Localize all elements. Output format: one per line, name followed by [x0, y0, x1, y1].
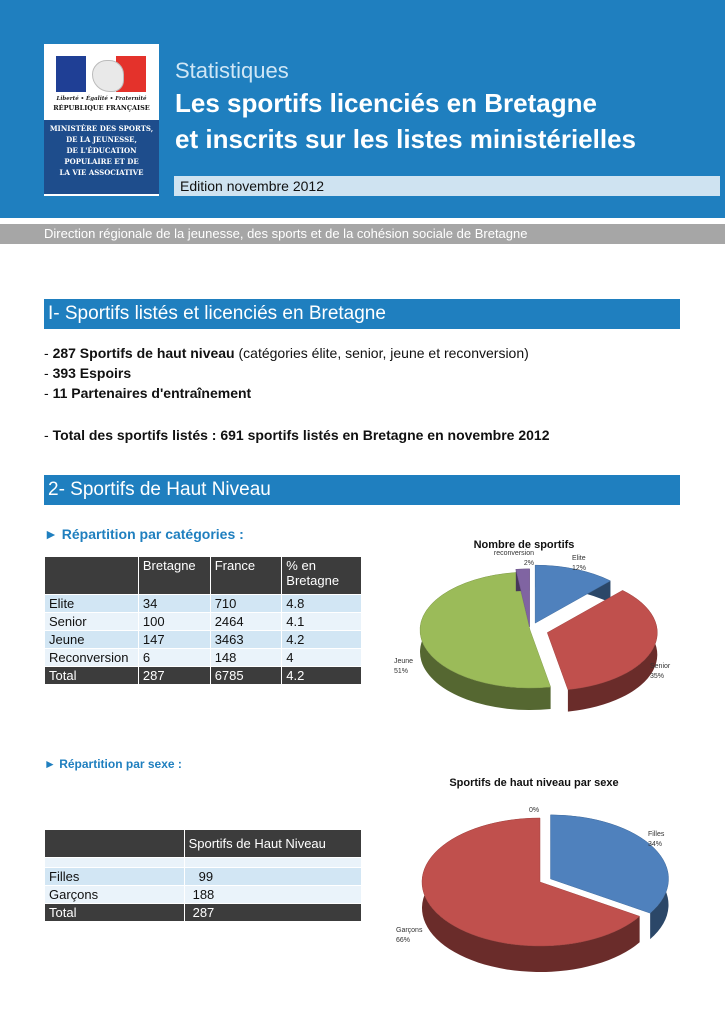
pie-slice-label: Senior [650, 663, 671, 670]
table-cell: 710 [210, 595, 282, 613]
table-cell: 100 [138, 613, 210, 631]
pie-slice-label: Filles [648, 831, 665, 838]
table-row [45, 613, 362, 631]
table-cell: Garçons [45, 886, 185, 904]
table-header-cell: Sportifs de Haut Niveau [184, 830, 361, 858]
logo-ministry-line: DE L'ÉDUCATION [66, 146, 137, 155]
header-banner [0, 0, 725, 218]
pie-slice-value: 0% [528, 807, 540, 814]
table-cell: 34 [138, 595, 210, 613]
table-total-row [45, 904, 362, 922]
pie-slice [420, 572, 551, 710]
list-item-bold: Total des sportifs listés : 691 sportifs listés en Bretagne en novembre 2012 [52, 427, 550, 443]
pie-chart-title: Sportifs de haut niveau par sexe [449, 777, 619, 789]
table-cell: 4 [282, 649, 362, 667]
logo-republic: RÉPUBLIQUE FRANÇAISE [53, 104, 150, 112]
table-cell: Reconversion [45, 649, 139, 667]
table-row [45, 649, 362, 667]
table-header-cell: % en Bretagne [282, 557, 362, 595]
pie-slice-value: 2% [523, 560, 534, 567]
table-row [45, 868, 362, 886]
list-item-bold: 393 Espoirs [52, 365, 132, 381]
categories-pie-chart [382, 530, 682, 720]
table-cell: 4.2 [282, 631, 362, 649]
list-item: - 393 Espoirs [44, 365, 132, 381]
table-header-row [45, 557, 362, 595]
pie-slice-value: 35% [650, 673, 665, 680]
list-item: - 287 Sportifs de haut niveau (catégories élite, senior, jeune et reconversion) [44, 345, 529, 361]
table-header-cell: Bretagne [138, 557, 210, 595]
page-title-line2: et inscrits sur les listes ministérielles [175, 124, 637, 154]
table-cell: 287 [184, 904, 361, 922]
table-cell: 6 [138, 649, 210, 667]
table-row [45, 858, 362, 868]
table-cell: 2464 [210, 613, 282, 631]
table-cell: Total [45, 904, 185, 922]
sex-table [44, 829, 362, 922]
logo-motto: Liberté • Égalité • Fraternité [56, 96, 147, 102]
categories-table [44, 556, 362, 685]
pie-slice-value: 12% [572, 565, 587, 572]
list-item-bold: 11 Partenaires d'entraînement [52, 385, 252, 401]
pie-slice-value: 51% [394, 668, 409, 675]
pie-slice-label: Elite [572, 555, 586, 562]
table-header-cell [45, 830, 185, 858]
ministry-logo [44, 44, 159, 196]
pie-slice-value: 34% [648, 841, 663, 848]
logo-ministry-line: LA VIE ASSOCIATIVE [59, 168, 144, 177]
table-header-row [45, 830, 362, 858]
table-cell: 287 [138, 667, 210, 685]
list-item-bold: 287 Sportifs de haut niveau [52, 345, 235, 361]
edition-label: Edition novembre 2012 [174, 176, 720, 196]
table-cell: 188 [184, 886, 361, 904]
table-row [45, 595, 362, 613]
table-cell: 6785 [210, 667, 282, 685]
pie-chart-title: Nombre de sportifs [473, 539, 575, 551]
table-cell: Jeune [45, 631, 139, 649]
logo-ministry-line: POPULAIRE ET DE [64, 157, 139, 166]
table-cell: 3463 [210, 631, 282, 649]
section1-title: I- Sportifs listés et licenciés en Bretagne [44, 299, 680, 329]
pie-slice-label: reconversion [493, 550, 534, 557]
table-cell: Senior [45, 613, 139, 631]
table-cell: 4.1 [282, 613, 362, 631]
table-cell: 4.2 [282, 667, 362, 685]
table-cell: 99 [184, 868, 361, 886]
page-kicker: Statistiques [175, 58, 289, 83]
section2-title: 2- Sportifs de Haut Niveau [44, 475, 680, 505]
pie-slice-value: 66% [396, 937, 411, 944]
page-title-line1: Les sportifs licenciés en Bretagne [175, 88, 597, 118]
table-total-row [45, 667, 362, 685]
table-row [45, 886, 362, 904]
logo-ministry-line: DE LA JEUNESSE, [66, 135, 137, 144]
table-row [45, 631, 362, 649]
categories-heading: ► Répartition par catégories : [44, 526, 244, 542]
table-header-cell: France [210, 557, 282, 595]
table-header-cell [45, 557, 139, 595]
table-cell: 147 [138, 631, 210, 649]
pie-slice-label: Jeune [394, 658, 414, 665]
pie-slice [547, 590, 657, 711]
sex-pie-chart [382, 772, 682, 972]
table-cell: 4.8 [282, 595, 362, 613]
list-item-total: - Total des sportifs listés : 691 sportifs listés en Bretagne en novembre 2012 [44, 427, 550, 443]
table-cell: Filles [45, 868, 185, 886]
table-cell: Elite [45, 595, 139, 613]
direction-banner: Direction régionale de la jeunesse, des sports et de la cohésion sociale de Bretagne [0, 224, 725, 244]
table-cell: Total [45, 667, 139, 685]
table-cell: 148 [210, 649, 282, 667]
list-item: - 11 Partenaires d'entraînement [44, 385, 252, 401]
logo-ministry [44, 120, 159, 194]
marianne-flag-icon [56, 56, 146, 92]
pie-slice-label: Garçons [396, 927, 423, 934]
logo-ministry-line: MINISTÈRE DES SPORTS, [49, 124, 154, 133]
sex-heading: ► Répartition par sexe : [44, 757, 182, 771]
